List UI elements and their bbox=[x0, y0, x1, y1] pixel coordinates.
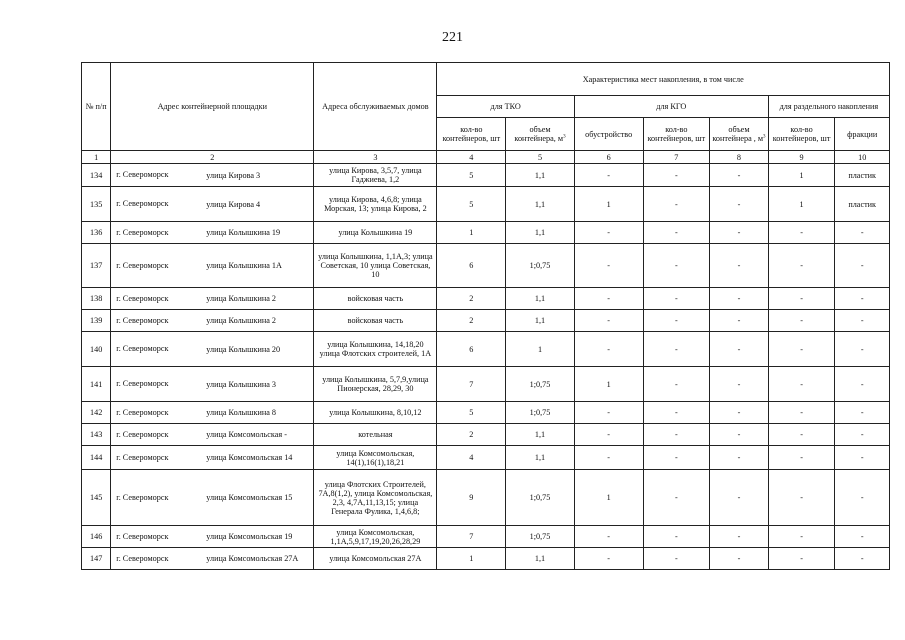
site-street: улица Колышкина 8 bbox=[206, 408, 276, 418]
separate-container-count: - bbox=[768, 288, 835, 310]
row-number: 144 bbox=[82, 446, 111, 470]
separate-container-count: - bbox=[768, 332, 835, 367]
kgo-container-count: - bbox=[643, 310, 710, 332]
site-street: улица Колышкина 2 bbox=[206, 316, 276, 326]
row-number: 145 bbox=[82, 470, 111, 526]
separate-container-count: - bbox=[768, 402, 835, 424]
separate-container-count: - bbox=[768, 367, 835, 402]
separate-container-count: - bbox=[768, 470, 835, 526]
tko-container-count: 5 bbox=[437, 187, 506, 222]
site-city: г. Североморск bbox=[116, 452, 169, 462]
table-row bbox=[82, 164, 890, 187]
column-number: 2 bbox=[111, 151, 314, 164]
site-city: г. Североморск bbox=[116, 293, 169, 303]
served-houses: улица Комсомольская, 1,1А,5,9,17,19,20,26,28,29 bbox=[314, 526, 437, 548]
table-row bbox=[82, 470, 890, 526]
kgo-container-count: - bbox=[643, 244, 710, 288]
tko-container-volume: 1,1 bbox=[506, 424, 575, 446]
kgo-setup: 1 bbox=[574, 470, 643, 526]
header-tko-count: кол-во контейнеров, шт bbox=[437, 118, 506, 151]
column-number: 10 bbox=[835, 151, 890, 164]
kgo-setup: - bbox=[574, 424, 643, 446]
separate-container-count: - bbox=[768, 244, 835, 288]
served-houses: улица Комсомольская, 14(1),16(1),18,21 bbox=[314, 446, 437, 470]
kgo-container-volume: - bbox=[710, 310, 769, 332]
site-address bbox=[111, 548, 314, 570]
row-number: 137 bbox=[82, 244, 111, 288]
table-row bbox=[82, 332, 890, 367]
column-number: 3 bbox=[314, 151, 437, 164]
site-street: улица Кирова 4 bbox=[206, 199, 261, 209]
kgo-container-volume: - bbox=[710, 548, 769, 570]
site-address bbox=[111, 187, 314, 222]
header-kgo-volume: объем контейнера , $м^3$ bbox=[710, 118, 769, 151]
separate-container-count: - bbox=[768, 310, 835, 332]
separate-fraction: - bbox=[835, 470, 890, 526]
site-street: улица Комсомольская 14 bbox=[206, 453, 293, 463]
header-site-address: Адрес контейнерной площадки bbox=[111, 63, 314, 151]
separate-fraction: - bbox=[835, 332, 890, 367]
tko-container-volume: 1,1 bbox=[506, 187, 575, 222]
site-address bbox=[111, 446, 314, 470]
site-street: улица Колышкина 20 bbox=[206, 344, 281, 354]
header-tko: для ТКО bbox=[437, 96, 574, 118]
site-city: г. Североморск bbox=[116, 227, 169, 237]
row-number: 143 bbox=[82, 424, 111, 446]
kgo-container-volume: - bbox=[710, 402, 769, 424]
header-characteristics: Характеристика мест накопления, в том числе bbox=[437, 63, 890, 96]
site-city: г. Североморск bbox=[116, 260, 169, 270]
served-houses: улица Колышкина, 14,18,20 улица Флотских строителей, 1А bbox=[314, 332, 437, 367]
tko-container-count: 2 bbox=[437, 310, 506, 332]
row-number: 136 bbox=[82, 222, 111, 244]
table-row bbox=[82, 548, 890, 570]
kgo-container-count: - bbox=[643, 526, 710, 548]
site-city: г. Североморск bbox=[116, 170, 169, 180]
tko-container-volume: 1,1 bbox=[506, 446, 575, 470]
tko-container-volume: 1;0,75 bbox=[506, 470, 575, 526]
separate-fraction: - bbox=[835, 548, 890, 570]
kgo-container-count: - bbox=[643, 548, 710, 570]
site-street: улица Комсомольская 27А bbox=[206, 554, 299, 564]
page-number: 221 bbox=[442, 30, 463, 45]
site-address bbox=[111, 424, 314, 446]
table-row bbox=[82, 402, 890, 424]
kgo-setup: - bbox=[574, 446, 643, 470]
column-number: 7 bbox=[643, 151, 710, 164]
kgo-setup: - bbox=[574, 288, 643, 310]
served-houses: улица Колышкина, 1,1А,3; улица Советская, 10 улица Советская, 10 bbox=[314, 244, 437, 288]
site-city: г. Североморск bbox=[116, 407, 169, 417]
table-row bbox=[82, 288, 890, 310]
tko-container-volume: 1,1 bbox=[506, 164, 575, 187]
kgo-setup: - bbox=[574, 526, 643, 548]
tko-container-count: 7 bbox=[437, 367, 506, 402]
site-address bbox=[111, 332, 314, 367]
site-address bbox=[111, 244, 314, 288]
site-city: г. Североморск bbox=[116, 344, 169, 354]
tko-container-count: 2 bbox=[437, 288, 506, 310]
separate-container-count: - bbox=[768, 446, 835, 470]
tko-container-count: 2 bbox=[437, 424, 506, 446]
site-city: г. Североморск bbox=[116, 429, 169, 439]
served-houses: войсковая часть bbox=[314, 288, 437, 310]
tko-container-volume: 1 bbox=[506, 332, 575, 367]
kgo-container-volume: - bbox=[710, 424, 769, 446]
tko-container-volume: 1;0,75 bbox=[506, 526, 575, 548]
site-street: улица Колышкина 19 bbox=[206, 228, 281, 238]
tko-container-volume: 1;0,75 bbox=[506, 402, 575, 424]
site-city: г. Североморск bbox=[116, 531, 169, 541]
separate-fraction: - bbox=[835, 402, 890, 424]
tko-container-count: 6 bbox=[437, 244, 506, 288]
separate-container-count: 1 bbox=[768, 187, 835, 222]
kgo-container-volume: - bbox=[710, 526, 769, 548]
kgo-container-volume: - bbox=[710, 244, 769, 288]
header-sep-count: кол-во контейнеров, шт bbox=[768, 118, 835, 151]
kgo-setup: - bbox=[574, 164, 643, 187]
site-city: г. Североморск bbox=[116, 379, 169, 389]
site-address bbox=[111, 526, 314, 548]
kgo-container-volume: - bbox=[710, 187, 769, 222]
kgo-container-volume: - bbox=[710, 164, 769, 187]
kgo-setup: - bbox=[574, 310, 643, 332]
kgo-container-volume: - bbox=[710, 446, 769, 470]
separate-container-count: 1 bbox=[768, 164, 835, 187]
kgo-container-volume: - bbox=[710, 222, 769, 244]
table-row bbox=[82, 187, 890, 222]
table-row bbox=[82, 310, 890, 332]
column-number: 8 bbox=[710, 151, 769, 164]
kgo-container-count: - bbox=[643, 222, 710, 244]
separate-container-count: - bbox=[768, 424, 835, 446]
kgo-container-count: - bbox=[643, 288, 710, 310]
tko-container-volume: 1,1 bbox=[506, 548, 575, 570]
tko-container-volume: 1;0,75 bbox=[506, 244, 575, 288]
header-kgo-count: кол-во контейнеров, шт bbox=[643, 118, 710, 151]
row-number: 141 bbox=[82, 367, 111, 402]
kgo-container-count: - bbox=[643, 164, 710, 187]
served-houses: котельная bbox=[314, 424, 437, 446]
site-street: улица Комсомольская - bbox=[206, 430, 287, 440]
separate-fraction: - bbox=[835, 367, 890, 402]
header-kgo-setup: обустройство bbox=[574, 118, 643, 151]
separate-fraction: пластик bbox=[835, 164, 890, 187]
header-served-houses: Адреса обслуживаемых домов bbox=[314, 63, 437, 151]
site-street: улица Колышкина 1А bbox=[206, 261, 282, 271]
row-number: 142 bbox=[82, 402, 111, 424]
header-num: № п/п bbox=[82, 63, 111, 151]
kgo-container-volume: - bbox=[710, 332, 769, 367]
column-number: 9 bbox=[768, 151, 835, 164]
site-city: г. Североморск bbox=[116, 315, 169, 325]
table-row bbox=[82, 424, 890, 446]
kgo-container-count: - bbox=[643, 446, 710, 470]
header-separate: для раздельного накопления bbox=[768, 96, 889, 118]
tko-container-count: 6 bbox=[437, 332, 506, 367]
header-tko-volume: объем контейнера, $м^3$ bbox=[506, 118, 575, 151]
tko-container-volume: 1,1 bbox=[506, 288, 575, 310]
site-address bbox=[111, 164, 314, 187]
kgo-container-count: - bbox=[643, 402, 710, 424]
served-houses: улица Комсомольская 27А bbox=[314, 548, 437, 570]
served-houses: войсковая часть bbox=[314, 310, 437, 332]
container-sites-table bbox=[81, 62, 890, 570]
served-houses: улица Колышкина 19 bbox=[314, 222, 437, 244]
row-number: 139 bbox=[82, 310, 111, 332]
column-number: 4 bbox=[437, 151, 506, 164]
kgo-setup: - bbox=[574, 332, 643, 367]
kgo-container-volume: - bbox=[710, 367, 769, 402]
kgo-container-count: - bbox=[643, 470, 710, 526]
kgo-setup: - bbox=[574, 548, 643, 570]
kgo-container-volume: - bbox=[710, 470, 769, 526]
tko-container-count: 1 bbox=[437, 548, 506, 570]
kgo-setup: - bbox=[574, 402, 643, 424]
site-address bbox=[111, 222, 314, 244]
table-row bbox=[82, 446, 890, 470]
separate-fraction: - bbox=[835, 424, 890, 446]
separate-fraction: - bbox=[835, 244, 890, 288]
row-number: 138 bbox=[82, 288, 111, 310]
site-address bbox=[111, 288, 314, 310]
tko-container-count: 1 bbox=[437, 222, 506, 244]
site-city: г. Североморск bbox=[116, 492, 169, 502]
tko-container-count: 7 bbox=[437, 526, 506, 548]
separate-fraction: - bbox=[835, 222, 890, 244]
kgo-setup: - bbox=[574, 222, 643, 244]
site-street: улица Кирова 3 bbox=[206, 170, 261, 180]
tko-container-volume: 1,1 bbox=[506, 222, 575, 244]
column-number: 1 bbox=[82, 151, 111, 164]
site-city: г. Североморск bbox=[116, 553, 169, 563]
site-address bbox=[111, 470, 314, 526]
served-houses: улица Кирова, 4,6,8; улица Морская, 13; улица Кирова, 2 bbox=[314, 187, 437, 222]
row-number: 147 bbox=[82, 548, 111, 570]
kgo-setup: - bbox=[574, 244, 643, 288]
site-city: г. Североморск bbox=[116, 199, 169, 209]
separate-fraction: - bbox=[835, 310, 890, 332]
served-houses: улица Кирова, 3,5,7, улица Гаджиева, 1,2 bbox=[314, 164, 437, 187]
table-row bbox=[82, 222, 890, 244]
tko-container-volume: 1;0,75 bbox=[506, 367, 575, 402]
column-number: 5 bbox=[506, 151, 575, 164]
kgo-setup: 1 bbox=[574, 187, 643, 222]
served-houses: улица Флотских Строителей, 7А,8(1,2), улица Комсомольская, 2,3, 4,7А,11,13,15; улица Генерала Фулика, 1,4,6,8; bbox=[314, 470, 437, 526]
kgo-setup: 1 bbox=[574, 367, 643, 402]
row-number: 140 bbox=[82, 332, 111, 367]
separate-container-count: - bbox=[768, 548, 835, 570]
tko-container-count: 5 bbox=[437, 402, 506, 424]
tko-container-volume: 1,1 bbox=[506, 310, 575, 332]
header-kgo: для КГО bbox=[574, 96, 768, 118]
separate-container-count: - bbox=[768, 526, 835, 548]
separate-fraction: - bbox=[835, 526, 890, 548]
site-address bbox=[111, 310, 314, 332]
table-row bbox=[82, 367, 890, 402]
column-number-row bbox=[82, 151, 890, 164]
table-row bbox=[82, 244, 890, 288]
separate-fraction: - bbox=[835, 446, 890, 470]
site-street: улица Колышкина 2 bbox=[206, 294, 276, 304]
separate-fraction: пластик bbox=[835, 187, 890, 222]
kgo-container-count: - bbox=[643, 187, 710, 222]
row-number: 146 bbox=[82, 526, 111, 548]
kgo-container-count: - bbox=[643, 367, 710, 402]
table-row bbox=[82, 526, 890, 548]
site-address bbox=[111, 367, 314, 402]
kgo-container-volume: - bbox=[710, 288, 769, 310]
row-number: 135 bbox=[82, 187, 111, 222]
site-address bbox=[111, 402, 314, 424]
separate-container-count: - bbox=[768, 222, 835, 244]
site-street: улица Комсомольская 19 bbox=[206, 532, 293, 542]
served-houses: улица Колышкина, 8,10,12 bbox=[314, 402, 437, 424]
kgo-container-count: - bbox=[643, 332, 710, 367]
header-sep-fraction: фракции bbox=[835, 118, 890, 151]
table-body bbox=[82, 164, 890, 570]
site-street: улица Колышкина 3 bbox=[206, 379, 276, 389]
site-street: улица Комсомольская 15 bbox=[206, 493, 293, 503]
kgo-container-count: - bbox=[643, 424, 710, 446]
row-number: 134 bbox=[82, 164, 111, 187]
served-houses: улица Колышкина, 5,7,9,улица Пионерская, 28,29, 30 bbox=[314, 367, 437, 402]
separate-fraction: - bbox=[835, 288, 890, 310]
tko-container-count: 4 bbox=[437, 446, 506, 470]
column-number: 6 bbox=[574, 151, 643, 164]
tko-container-count: 9 bbox=[437, 470, 506, 526]
tko-container-count: 5 bbox=[437, 164, 506, 187]
